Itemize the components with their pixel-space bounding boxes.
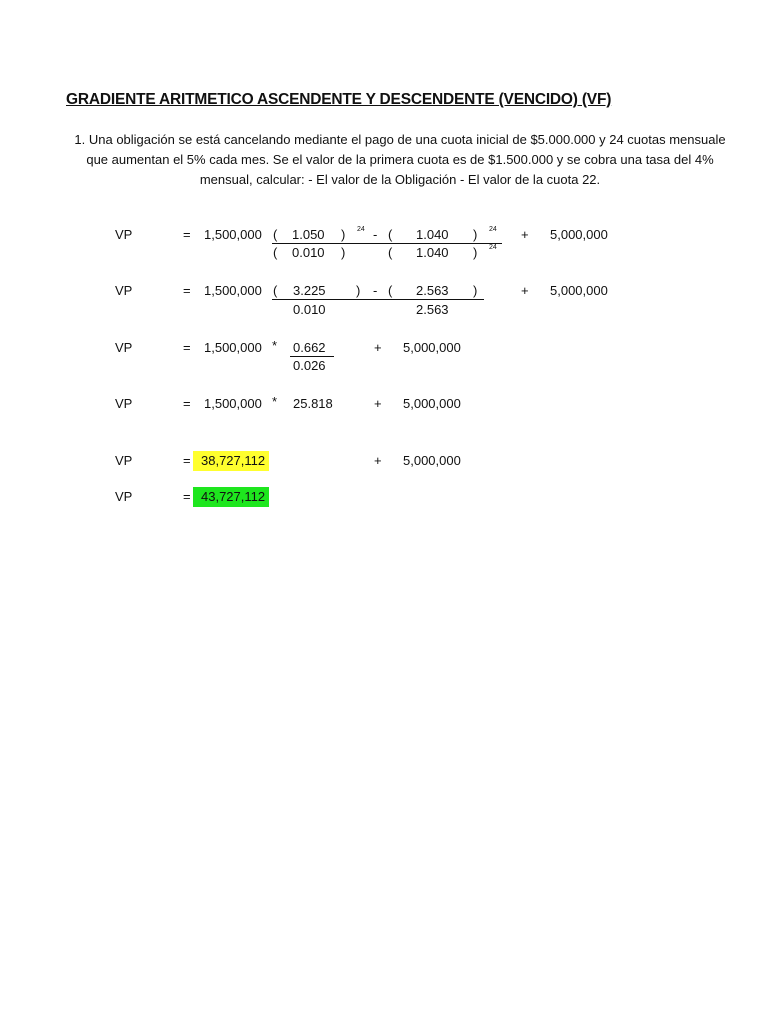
numerator-base-2: 1.040 xyxy=(416,227,449,242)
open-paren: ( xyxy=(388,283,393,298)
numerator-base-1: 1.050 xyxy=(292,227,325,242)
exponent: 24 xyxy=(489,226,497,233)
vp-label: VP xyxy=(115,283,133,298)
plus-sign: + xyxy=(374,340,382,355)
open-paren: ( xyxy=(388,245,393,260)
coefficient: 1,500,000 xyxy=(204,227,262,242)
equals-sign: = xyxy=(183,396,191,411)
close-paren: ) xyxy=(356,283,361,298)
plus-sign: + xyxy=(374,453,382,468)
open-paren: ( xyxy=(273,283,278,298)
problem-line-3: mensual, calcular: - El valor de la Obligación - El valor de la cuota 22. xyxy=(199,172,601,187)
equals-sign: = xyxy=(183,340,191,355)
coefficient: 1,500,000 xyxy=(204,283,262,298)
open-paren: ( xyxy=(273,245,278,260)
minus-sign: - xyxy=(373,283,378,298)
equals-sign: = xyxy=(183,283,191,298)
plus-sign: + xyxy=(374,396,382,411)
denominator-rate: 0.010 xyxy=(293,302,326,317)
numerator-term-1: 3.225 xyxy=(293,283,326,298)
denominator-base: 1.040 xyxy=(416,245,449,260)
fraction-bar xyxy=(272,299,484,300)
close-paren: ) xyxy=(473,245,478,260)
exponent: 24 xyxy=(357,226,365,233)
coefficient: 1,500,000 xyxy=(204,340,262,355)
initial-payment: 5,000,000 xyxy=(403,396,461,411)
coefficient: 1,500,000 xyxy=(204,396,262,411)
problem-statement xyxy=(62,130,738,190)
equals-sign: = xyxy=(183,227,191,242)
equals-sign: = xyxy=(183,489,191,504)
close-paren: ) xyxy=(473,283,478,298)
vp-label: VP xyxy=(115,396,133,411)
numerator-term-2: 2.563 xyxy=(416,283,449,298)
plus-sign: + xyxy=(521,283,529,298)
vp-label: VP xyxy=(115,227,133,242)
vp-label: VP xyxy=(115,340,133,355)
fraction-bar xyxy=(272,243,502,244)
plus-sign: + xyxy=(521,227,529,242)
initial-payment: 5,000,000 xyxy=(403,453,461,468)
page-title: GRADIENTE ARITMETICO ASCENDENTE Y DESCENDENTE (VENCIDO) (VF) xyxy=(66,91,612,108)
denominator-term: 2.563 xyxy=(416,302,449,317)
minus-sign: - xyxy=(373,227,378,242)
denominator-rate: 0.010 xyxy=(292,245,325,260)
vp-label: VP xyxy=(115,489,133,504)
fraction-numerator: 0.662 xyxy=(293,340,326,355)
final-result xyxy=(193,487,269,507)
close-paren: ) xyxy=(341,245,346,260)
factor-value: 25.818 xyxy=(293,396,333,411)
close-paren: ) xyxy=(341,227,346,242)
exponent: 24 xyxy=(489,244,497,251)
multiply-sign: * xyxy=(272,394,278,409)
intermediate-result-value: 38,727,112 xyxy=(201,453,266,468)
intermediate-result xyxy=(193,451,269,471)
fraction-bar xyxy=(290,356,334,357)
fraction-denominator: 0.026 xyxy=(293,358,326,373)
final-result-value: 43,727,112 xyxy=(201,489,266,504)
close-paren: ) xyxy=(473,227,478,242)
open-paren: ( xyxy=(273,227,278,242)
initial-payment: 5,000,000 xyxy=(550,283,608,298)
initial-payment: 5,000,000 xyxy=(550,227,608,242)
multiply-sign: * xyxy=(272,338,278,353)
initial-payment: 5,000,000 xyxy=(403,340,461,355)
problem-line-2: que aumentan el 5% cada mes. Se el valor de la primera cuota es de $1.500.000 y se cobra una tasa del 4% xyxy=(86,152,714,167)
problem-line-1: 1. Una obligación se está cancelando mediante el pago de una cuota inicial de $5.000.000 y 24 cuotas mensuale xyxy=(74,132,726,147)
equals-sign: = xyxy=(183,453,191,468)
open-paren: ( xyxy=(388,227,393,242)
vp-label: VP xyxy=(115,453,133,468)
